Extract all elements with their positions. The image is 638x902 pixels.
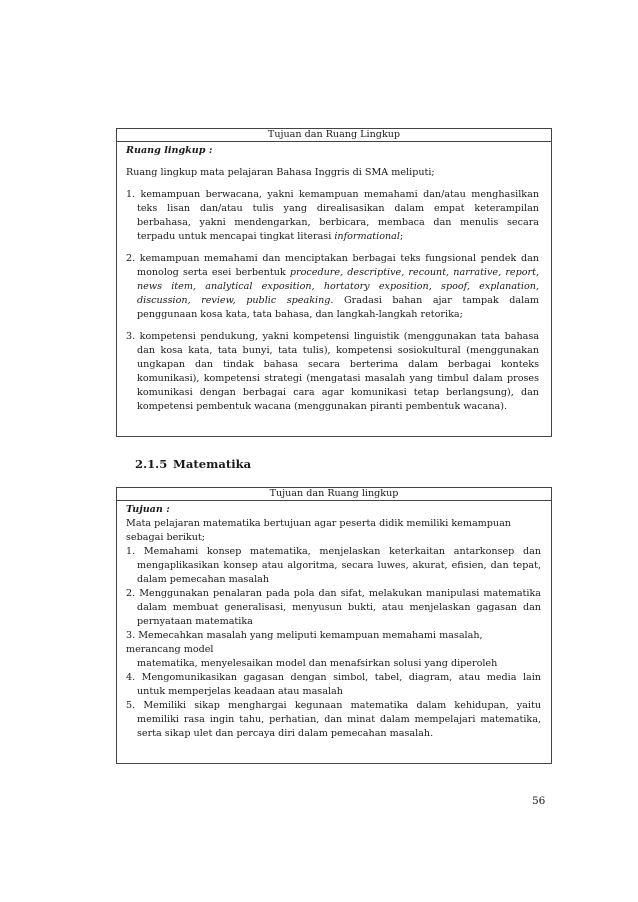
box-label: Ruang lingkup : xyxy=(126,145,213,156)
box-body xyxy=(117,142,551,414)
item-emphasis: informational xyxy=(334,231,400,242)
box-body xyxy=(117,501,551,741)
box-intro: Mata pelajaran matematika bertujuan agar peserta didik memiliki kemampuan sebagai berikut; xyxy=(126,518,511,543)
list-item-1: 1. kemampuan berwacana, yakni kemampuan memahami dan/atau menghasilkan teks lisan dan/atau tulis yang direalisasikan dalam empat keterampilan berbahasa, yakni mendengarkan, berbicara, membaca dan menulis secara terpadu untuk mencapai tingkat literasi informational; xyxy=(126,189,539,242)
section-title: Matematika xyxy=(173,457,252,471)
box-header: Tujuan dan Ruang Lingkup xyxy=(117,129,551,142)
list-item-4: 4. Mengomunikasikan gagasan dengan simbol, tabel, diagram, atau media lain untuk memperjelas keadaan atau masalah xyxy=(126,672,541,697)
scope-box-math xyxy=(116,487,552,764)
section-number: 2.1.5 xyxy=(135,457,168,471)
box-label: Tujuan : xyxy=(126,504,170,515)
list-item-3: 3. Memecahkan masalah yang meliputi kemampuan memahami masalah, merancang model xyxy=(126,630,483,655)
list-item-5: 5. Memiliki sikap menghargai kegunaan matematika dalam kehidupan, yaitu memiliki rasa ingin tahu, perhatian, dan minat dalam mempelajari matematika, serta sikap ulet dan percaya diri dalam pemecahan masalah. xyxy=(126,700,541,739)
list-item-2: 2. Menggunakan penalaran pada pola dan sifat, melakukan manipulasi matematika dalam membuat generalisasi, menyusun bukti, atau menjelaskan gagasan dan pernyataan matematika xyxy=(126,588,541,627)
box-header: Tujuan dan Ruang lingkup xyxy=(117,488,551,501)
list-item-2: 2. kemampuan memahami dan menciptakan berbagai teks fungsional pendek dan monolog serta esei berbentuk procedure, descriptive, recount, narrative, report, news item, analytical exposition, hortatory exposition, spoof, explanation, discussion, review, public speaking. Gradasi bahan ajar tampak dalam penggunaan kosa kata, tata bahasa, dan langkah-langkah retorika; xyxy=(126,253,540,320)
genre-list: procedure, descriptive, recount, narrative, report, news item, analytical exposition, hortatory exposition, spoof, explanation, discussion, review, public speaking xyxy=(137,267,540,306)
list-item-3: 3. kompetensi pendukung, yakni kompetensi linguistik (menggunakan tata bahasa dan kosa kata, tata bunyi, tata tulis), kompetensi sosiokultural (menggunakan ungkapan dan tindak bahasa secara berterima dalam berbagai konteks komunikasi), kompetensi strategi (mengatasi masalah yang timbul dalam proses komunikasi dengan berbagai cara agar komunikasi tetap berlangsung), dan kompetensi pembentuk wacana (menggunakan piranti pembentuk wacana). xyxy=(126,331,539,412)
page-number: 56 xyxy=(532,795,546,807)
list-item-1: 1. Memahami konsep matematika, menjelaskan keterkaitan antarkonsep dan mengaplikasikan konsep atau algoritma, secara luwes, akurat, efisien, dan tepat, dalam pemecahan masalah xyxy=(126,546,541,585)
box-intro: Ruang lingkup mata pelajaran Bahasa Inggris di SMA meliputi; xyxy=(126,167,435,178)
list-item-3-cont: matematika, menyelesaikan model dan menafsirkan solusi yang diperoleh xyxy=(137,658,498,669)
scope-box-english xyxy=(116,128,552,437)
section-heading xyxy=(135,457,251,471)
